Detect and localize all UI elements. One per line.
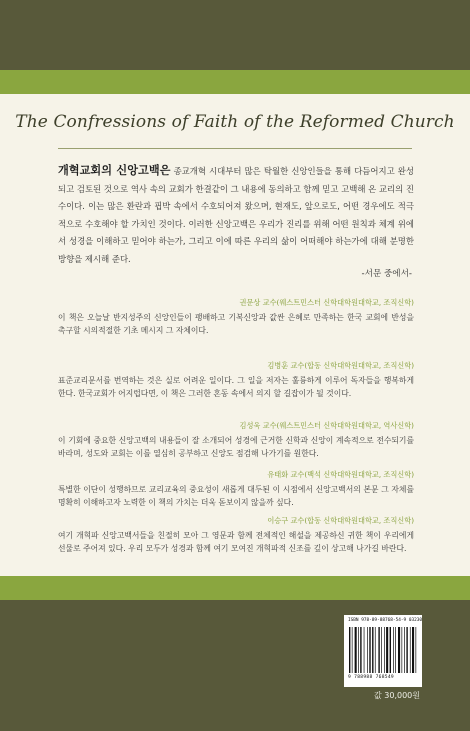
endorsement xyxy=(58,516,414,555)
endorsement-quote: 이 책은 오늘날 반지성주의 신앙인들이 팽배하고 기복신앙과 값싼 은혜로 만족하는 한국 교회에 반성을 촉구할 시의적절한 기초 메시지 그 자체이다. xyxy=(58,313,414,335)
intro-lead-particle: 은 xyxy=(159,164,171,177)
bottom-green-band xyxy=(0,576,470,600)
endorsement-quote: 여기 개혁파 신앙고백서들을 친절히 모아 그 영문과 함께 전체적인 해설을 제공하신 귀한 책이 우리에게 선물로 주어져 있다. 우리 모두가 성경과 함께 여기 모여진 개혁파적 신조를 깊이 상고해 나가길 바란다. xyxy=(58,531,414,553)
endorsement-author: 권문상 교수(웨스트민스터 신학대학원대학교, 조직신학) xyxy=(239,298,414,307)
barcode-digits: 9 788988 768549 xyxy=(348,675,394,680)
endorsement xyxy=(58,470,414,509)
endorsement-author: 이승구 교수(합동 신학대학원대학교, 조직신학) xyxy=(267,516,414,525)
english-title: The Confressions of Faith of the Reformed Church xyxy=(15,112,455,132)
intro-lead: 개혁교회의 신앙고백 xyxy=(58,164,160,177)
intro-text: 종교개혁 시대부터 많은 탁월한 신앙인들을 통해 다듬어지고 완성되고 검토된 것으로 역사 속의 교회가 한결같이 그 내용에 동의하고 함께 믿고 고백해 온 교리의 진수이다. 이는 많은 환란과 핍박 속에서 수호되어져 왔으며, 현재도, 앞으로도, 어떤 경우에도 적극적으로 수호해야 할 가치인 것이다. 이러한 신앙고백은 우리가 진리를 위해 어떤 원칙과 체계 위에서 성경을 이해하고 믿어야 하는가, 그리고 이에 따른 우리의 삶이 어떠해야 하는가에 대해 분명한 방향을 제시해 준다. xyxy=(58,166,414,264)
intro-paragraph xyxy=(58,162,414,268)
top-dark-band xyxy=(0,0,470,70)
price-label: 값 30,000원 xyxy=(374,691,420,700)
top-green-band xyxy=(0,70,470,94)
endorsement xyxy=(58,298,414,337)
endorsement-author: 김성욱 교수(웨스트민스터 신학대학원대학교, 역사신학) xyxy=(239,421,414,430)
isbn-text: ISBN 978-89-88768-54-9 03230 xyxy=(348,618,423,623)
endorsement-author: 유태화 교수(백석 신학대학원대학교, 조직신학) xyxy=(267,470,414,479)
barcode-bars xyxy=(348,627,418,673)
endorsement-quote: 표준교리문서를 번역하는 것은 실로 어려운 일이다. 그 일을 저자는 훌륭하게 이루어 독자들을 행복하게 한다. 한국교회가 어지럽다면, 이 책은 그러한 혼동 속에서 의지 할 길잡이가 될 것이다. xyxy=(58,376,414,398)
endorsement-quote: 이 기회에 중요한 신앙고백의 내용들이 잘 소개되어 성경에 근거한 신학과 신앙이 계속적으로 전수되기를 바라며, 성도와 교회는 이를 열심히 공부하고 신앙도 점검해 나가기를 원한다. xyxy=(58,436,414,458)
endorsement-quote: 특별한 이단이 성행하므로 교리교육의 중요성이 새롭게 대두된 이 시점에서 신앙고백서의 본문 그 자체를 명확히 이해하고자 노력한 이 책의 가치는 더욱 돋보이지 않을까 싶다. xyxy=(58,485,414,507)
title-divider xyxy=(58,148,412,149)
barcode-label xyxy=(344,615,422,687)
endorsement-author: 김병훈 교수(합동 신학대학원대학교, 조직신학) xyxy=(267,361,414,370)
intro-source: -서문 중에서- xyxy=(361,269,412,279)
endorsement xyxy=(58,361,414,400)
endorsement xyxy=(58,421,414,460)
